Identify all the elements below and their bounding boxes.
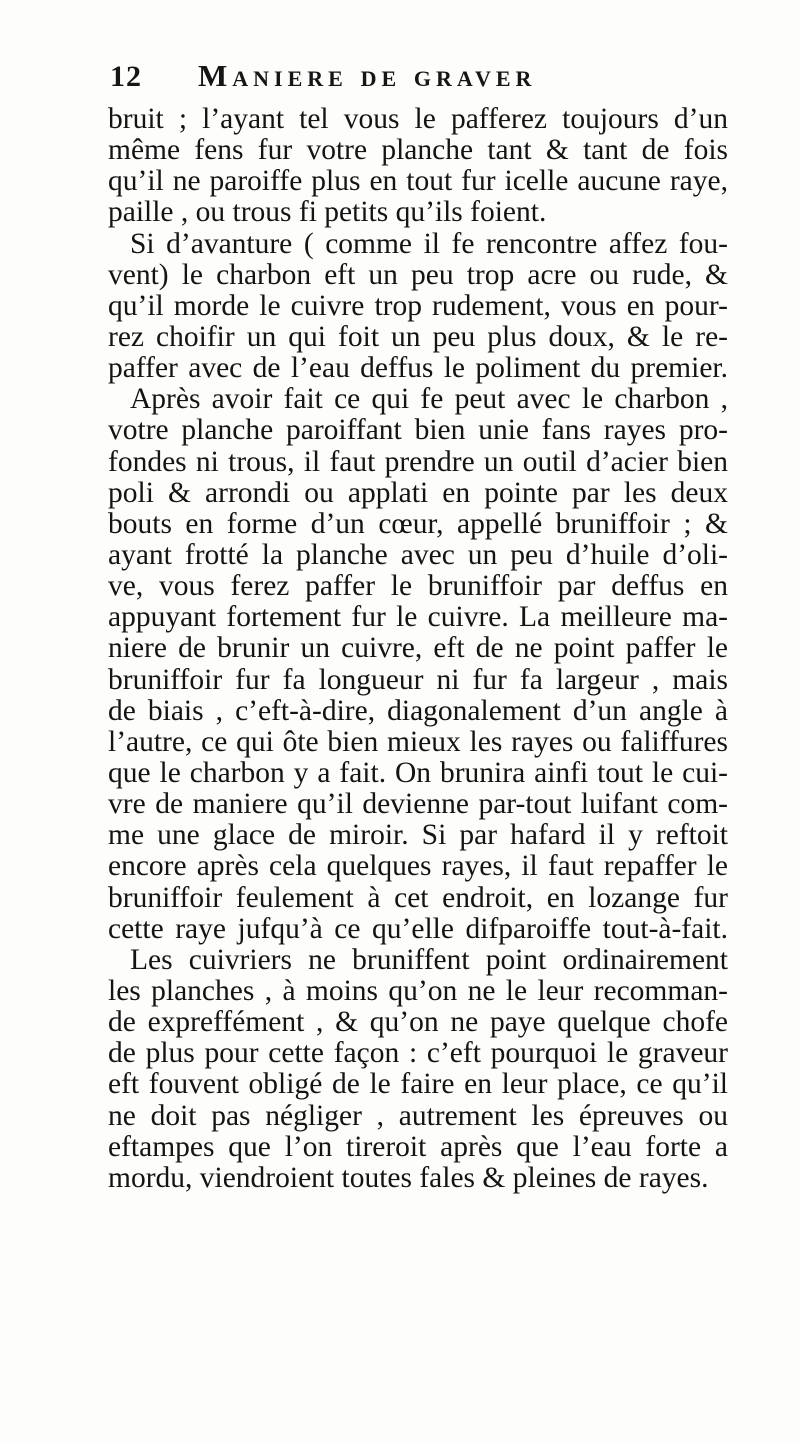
text-line: vent) le charbon eft un peu trop acre ou rude, &	[108, 258, 728, 291]
text-line: de plus pour cette façon : c’eft pourquoi le graveur	[108, 1037, 728, 1070]
text-line: même fens fur votre planche tant & tant de fois	[108, 134, 728, 167]
text-line: que le charbon y a fait. On brunira ainfi tout le cui-	[108, 756, 728, 789]
text-line: votre planche paroiffant bien unie fans rayes pro-	[108, 414, 728, 447]
text-line: qu’il ne paroiffe plus en tout fur icelle aucune raye,	[108, 165, 728, 198]
text-line: bouts en forme d’un cœur, appellé bruniffoir ; &	[108, 507, 728, 540]
text-line: poli & arrondi ou applati en pointe par les deux	[108, 476, 728, 509]
text-line: Après avoir fait ce qui fe peut avec le charbon ,	[130, 383, 728, 416]
text-line: paille , ou trous fi petits qu’ils foient.	[108, 196, 547, 229]
text-line: rez choifir un qui foit un peu plus doux, & le re-	[108, 320, 728, 353]
page-number: 12	[110, 60, 142, 93]
text-line: eft fouvent obligé de le faire en leur place, ce qu’il	[108, 1068, 728, 1101]
text-line: Les cuivriers ne bruniffent point ordinairement	[130, 943, 728, 976]
text-line: mordu, viendroient toutes fales & pleines de rayes.	[108, 1161, 709, 1194]
text-line: bruniffoir feulement à cet endroit, en lozange fur	[108, 881, 728, 914]
text-line: Si d’avanture ( comme il fe rencontre affez fou-	[130, 227, 728, 260]
text-line: eftampes que l’on tireroit après que l’eau forte a	[108, 1130, 728, 1163]
text-line: paffer avec de l’eau deffus le poliment du premier.	[108, 352, 728, 385]
text-line: les planches , à moins qu’on ne le leur recomman-	[108, 974, 728, 1007]
text-line: vre de maniere qu’il devienne par-tout luifant com-	[108, 788, 728, 821]
text-line: ne doit pas négliger , autrement les épreuves ou	[108, 1099, 728, 1132]
text-line: de expreffément , & qu’on ne paye quelque chofe	[108, 1006, 728, 1039]
text-line: l’autre, ce qui ôte bien mieux les rayes ou faliffures	[108, 725, 728, 758]
text-line: encore après cela quelques rayes, il faut repaffer le	[108, 850, 728, 883]
text-line: niere de brunir un cuivre, eft de ne point paffer le	[108, 632, 728, 665]
text-line: fondes ni trous, il faut prendre un outil d’acier bien	[108, 445, 728, 478]
text-line: bruit ; l’ayant tel vous le pafferez toujours d’un	[108, 103, 728, 135]
text-line: de biais , c’eft-à-dire, diagonalement d’un angle à	[108, 694, 728, 727]
text-line: ayant frotté la planche avec un peu d’huile d’oli-	[108, 538, 728, 571]
text-line: me une glace de miroir. Si par hafard il y reftoit	[108, 819, 728, 852]
text-line: cette raye jufqu’à ce qu’elle difparoiffe tout-à-fait.	[108, 912, 728, 945]
running-head	[110, 58, 710, 98]
text-line: qu’il morde le cuivre trop rudement, vous en pour-	[108, 289, 728, 322]
text-line: appuyant fortement fur le cuivre. La meilleure ma-	[108, 601, 728, 634]
body-text	[108, 104, 728, 1194]
text-line: bruniffoir fur fa longueur ni fur fa largeur , mais	[108, 663, 728, 696]
text-line: ve, vous ferez paffer le bruniffoir par deffus en	[108, 570, 728, 603]
running-title: Maniere de graver	[198, 58, 537, 93]
